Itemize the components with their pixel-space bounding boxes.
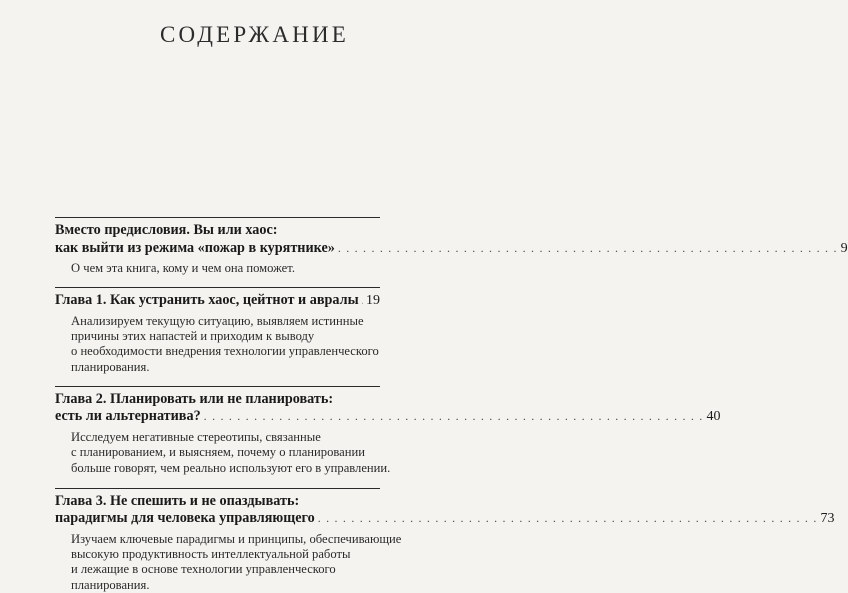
description-line: Анализируем текущую ситуацию, выявляем истинные: [71, 313, 364, 328]
description-line: причины этих напастей и приходим к выводу: [71, 329, 315, 344]
toc-entry-title-line: парадигмы для человека управляющего: [55, 510, 315, 527]
description-line: Исследуем негативные стереотипы, связанные: [71, 429, 321, 444]
toc-entry-title-line: Вместо предисловия. Вы или хаос:: [55, 222, 278, 238]
toc-entry-title: [55, 292, 380, 310]
toc-entry-title-line: как выйти из режима «пожар в курятнике»: [55, 239, 335, 256]
toc-entry-title-line: есть ли альтернатива?: [55, 408, 201, 425]
toc-entry-description: [71, 429, 391, 476]
description-line: и лежащие в основе технологии управленческого: [71, 562, 336, 577]
page-number: 19: [366, 293, 380, 309]
toc-entry-title: [55, 222, 848, 257]
toc-entry-title-line: Глава 1. Как устранить хаос, цейтнот и авралы: [55, 292, 359, 309]
description-line: планирования.: [71, 577, 150, 592]
toc-entry[interactable]: [55, 287, 380, 375]
description-line: о необходимости внедрения технологии управленческого: [71, 344, 379, 359]
page-number: 73: [820, 511, 835, 527]
toc-entry-leader-line: [55, 510, 835, 528]
toc-entry[interactable]: [55, 488, 835, 593]
description-line: больше говорят, чем реально используют его в управлении.: [71, 460, 391, 475]
toc-entry-leader-line: [55, 292, 380, 310]
dot-leader: [362, 292, 363, 310]
toc-entry-title-line: Глава 3. Не спешить и не опаздывать:: [55, 492, 300, 509]
toc-entry-description: [71, 261, 380, 276]
page-number: 40: [706, 409, 721, 425]
page-title: СОДЕРЖАНИЕ: [160, 22, 350, 47]
toc-entry[interactable]: [55, 386, 721, 476]
toc-entry-title: [55, 492, 835, 528]
table-of-contents: [55, 217, 848, 593]
page-number: 9: [840, 240, 848, 256]
dot-leader: . . . . . . . . . . . . . . . . . . . . . . . . . . . . . . . . . . . . . . . . . . . . . . . . . . . . . . . . . . . .: [203, 409, 704, 424]
description-line: с планированием, и выясняем, почему о планировании: [71, 445, 365, 460]
description-line: планирования.: [71, 359, 150, 374]
toc-entry-title: [55, 390, 721, 426]
toc-entry-title-line: Глава 2. Планировать или не планировать:: [55, 390, 334, 407]
dot-leader: . . . . . . . . . . . . . . . . . . . . . . . . . . . . . . . . . . . . . . . . . . . . . . . . . . . . . . . . . . . .: [317, 511, 818, 526]
description-line: Изучаем ключевые парадигмы и принципы, обеспечивающие: [71, 531, 402, 546]
toc-entry-description: [71, 531, 402, 593]
description-line: высокую продуктивность интеллектуальной работы: [71, 547, 351, 562]
dot-leader: . . . . . . . . . . . . . . . . . . . . . . . . . . . . . . . . . . . . . . . . . . . . . . . . . . . . . . . . . . . .: [337, 240, 838, 255]
toc-entry[interactable]: [55, 217, 848, 276]
toc-entry-leader-line: [55, 408, 721, 426]
toc-entry-leader-line: [55, 239, 848, 258]
description-line: О чем эта книга, кому и чем она поможет.: [71, 261, 295, 275]
toc-entry-description: [71, 314, 380, 375]
